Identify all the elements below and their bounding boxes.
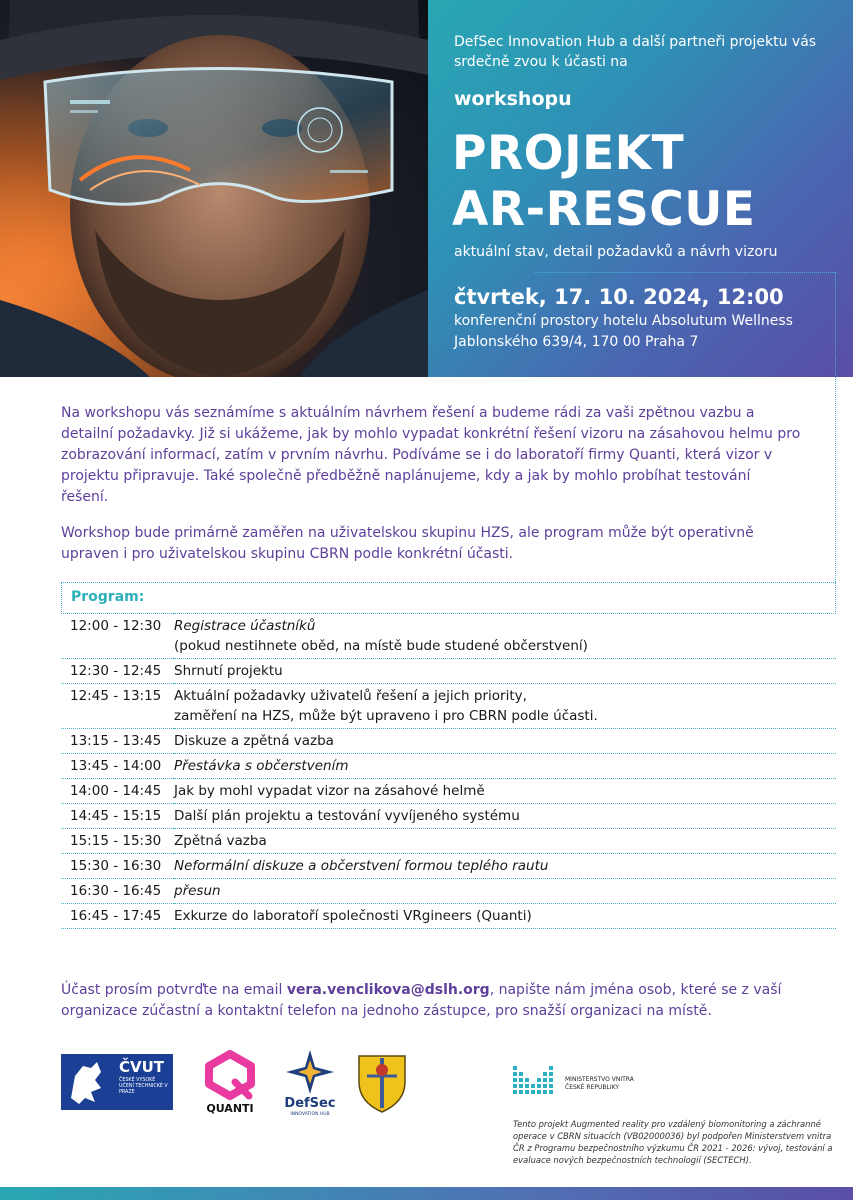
intro-text: DefSec Innovation Hub a další partneři projektu vás srdečně zvou k účasti na (454, 34, 817, 70)
program-item-title: Aktuální požadavky uživatelů řešení a jejich priority, (174, 688, 527, 704)
frame-line-right-lower (835, 582, 836, 612)
focus-paragraph: Workshop bude primárně zaměřen na uživatelskou skupinu HZS, ale program může být operativně upraven i pro uživatelskou skupinu CBRN podle konkrétní účasti. (61, 525, 754, 562)
workshop-label: workshopu (454, 88, 572, 110)
quanti-logo (201, 1050, 259, 1120)
frame-line-top (535, 272, 835, 273)
program-row (61, 904, 836, 929)
program-item (174, 684, 836, 729)
program-item: Neformální diskuze a občerstvení formou teplého rautu (174, 854, 836, 879)
program-item: Další plán projektu a testování vyvíjeného systému (174, 804, 836, 829)
program-time: 14:45 - 15:15 (61, 804, 174, 829)
hero-banner (0, 0, 853, 377)
venue-line-1: konferenční prostory hotelu Absolutum Wellness (454, 313, 793, 329)
cvut-logo (61, 1054, 173, 1110)
subtitle: aktuální stav, detail požadavků a návrh vizoru (454, 244, 778, 260)
rsvp-after: , napište nám jména osob, které se z vaší organizace zúčastní a kontaktní telefon na jednoho zástupce, pro snažší organizaci na místě. (61, 982, 782, 1019)
program-item-note: (pokud nestihnete oběd, na místě bude studené občerstvení) (174, 638, 588, 654)
quanti-q-icon (201, 1050, 259, 1100)
ministry-logo (513, 1062, 653, 1102)
ministry-name (565, 1076, 634, 1092)
firefighter-illustration (0, 0, 428, 377)
program-row (61, 854, 836, 879)
program-time: 15:30 - 16:30 (61, 854, 174, 879)
program-item: Exkurze do laboratoří společnosti VRgineers (Quanti) (174, 904, 836, 929)
cvut-name: ČVUT (119, 1058, 165, 1076)
rsvp-email-link[interactable]: vera.venclikova@dslh.org (286, 982, 490, 998)
title-line-2: AR-RESCUE (452, 182, 756, 237)
program-time: 16:45 - 17:45 (61, 904, 174, 929)
program-time: 12:00 - 12:30 (61, 614, 174, 659)
program-row (61, 659, 836, 684)
frame-line-right (835, 272, 836, 582)
program-row (61, 829, 836, 854)
cvut-lion-icon (61, 1054, 113, 1110)
program-time: 15:15 - 15:30 (61, 829, 174, 854)
event-date: čtvrtek, 17. 10. 2024, 12:00 (454, 285, 784, 309)
firefighter-photo (0, 0, 428, 377)
shield-icon (353, 1050, 411, 1114)
program-time: 13:15 - 13:45 (61, 729, 174, 754)
program-row (61, 804, 836, 829)
title-band (428, 0, 853, 377)
program-item: Shrnutí projektu (174, 659, 836, 684)
program-row (61, 684, 836, 729)
program-item: Přestávka s občerstvením (174, 754, 836, 779)
frame-line-left (61, 582, 62, 612)
bottom-color-bar (0, 1187, 853, 1200)
program-row (61, 729, 836, 754)
ministry-dots-icon (513, 1062, 561, 1098)
quanti-name: QUANTI (206, 1102, 254, 1115)
funding-note: Tento projekt Augmented reality pro vzdálený biomonitoring a záchranné operace v CBRN situacích (VB02000036) byl podpořen Ministerstvem vnitra ČR z Programu bezpečnostního výzkumu ČR 2021 - 2026: vývoj, testování a evaluace nových bezpečnostních technologií (SECTECH). (513, 1119, 833, 1165)
defsec-logo (278, 1048, 342, 1120)
defsec-star-icon (278, 1048, 342, 1096)
program-heading: Program: (71, 589, 145, 605)
program-row (61, 754, 836, 779)
program-time: 12:30 - 12:45 (61, 659, 174, 684)
ministry-name-line-1: MINISTERSTVO VNITRA (565, 1076, 634, 1083)
defsec-name: DefSec (284, 1096, 336, 1111)
intro-paragraph: Na workshopu vás seznámíme s aktuálním návrhem řešení a budeme rádi za vaši zpětnou vazbu a detailní požadavky. Již si ukážeme, jak by mohlo vypadat konkrétní řešení vizoru na zásahovou helmu pro zobrazování informací, zatím v prvním návrhu. Podíváme se i do laboratoří firmy Quanti, která vizor v projektu připravuje. Také společně předběžně naplánujeme, kdy a jak by mohlo probíhat testování řešení. (61, 405, 801, 505)
frame-line-bottom (61, 582, 836, 583)
program-time: 14:00 - 14:45 (61, 779, 174, 804)
program-row (61, 779, 836, 804)
event-venue (454, 311, 793, 353)
title-line-1: PROJEKT (452, 126, 685, 181)
program-time: 16:30 - 16:45 (61, 879, 174, 904)
ministry-name-line-2: ČESKÉ REPUBLIKY (565, 1084, 620, 1091)
program-time: 12:45 - 13:15 (61, 684, 174, 729)
cvut-subtitle: ČESKÉ VYSOKÉ UČENÍ TECHNICKÉ V PRAZE (119, 1078, 168, 1095)
rsvp-before: Účast prosím potvrďte na email (61, 982, 287, 998)
shield-emblem-logo (353, 1050, 411, 1114)
program-item-title: Registrace účastníků (174, 618, 316, 634)
program-time: 13:45 - 14:00 (61, 754, 174, 779)
rsvp-text (61, 980, 821, 1022)
program-row (61, 614, 836, 659)
venue-line-2: Jablonského 639/4, 170 00 Praha 7 (454, 334, 699, 350)
program-table (61, 613, 836, 929)
program-item: Zpětná vazba (174, 829, 836, 854)
program-item: přesun (174, 879, 836, 904)
program-item-note: zaměření na HZS, může být upraveno i pro CBRN podle účasti. (174, 708, 598, 724)
program-row (61, 879, 836, 904)
defsec-subtitle: INNOVATION HUB (290, 1112, 330, 1117)
program-item (174, 614, 836, 659)
program-item: Jak by mohl vypadat vizor na zásahové helmě (174, 779, 836, 804)
program-item: Diskuze a zpětná vazba (174, 729, 836, 754)
